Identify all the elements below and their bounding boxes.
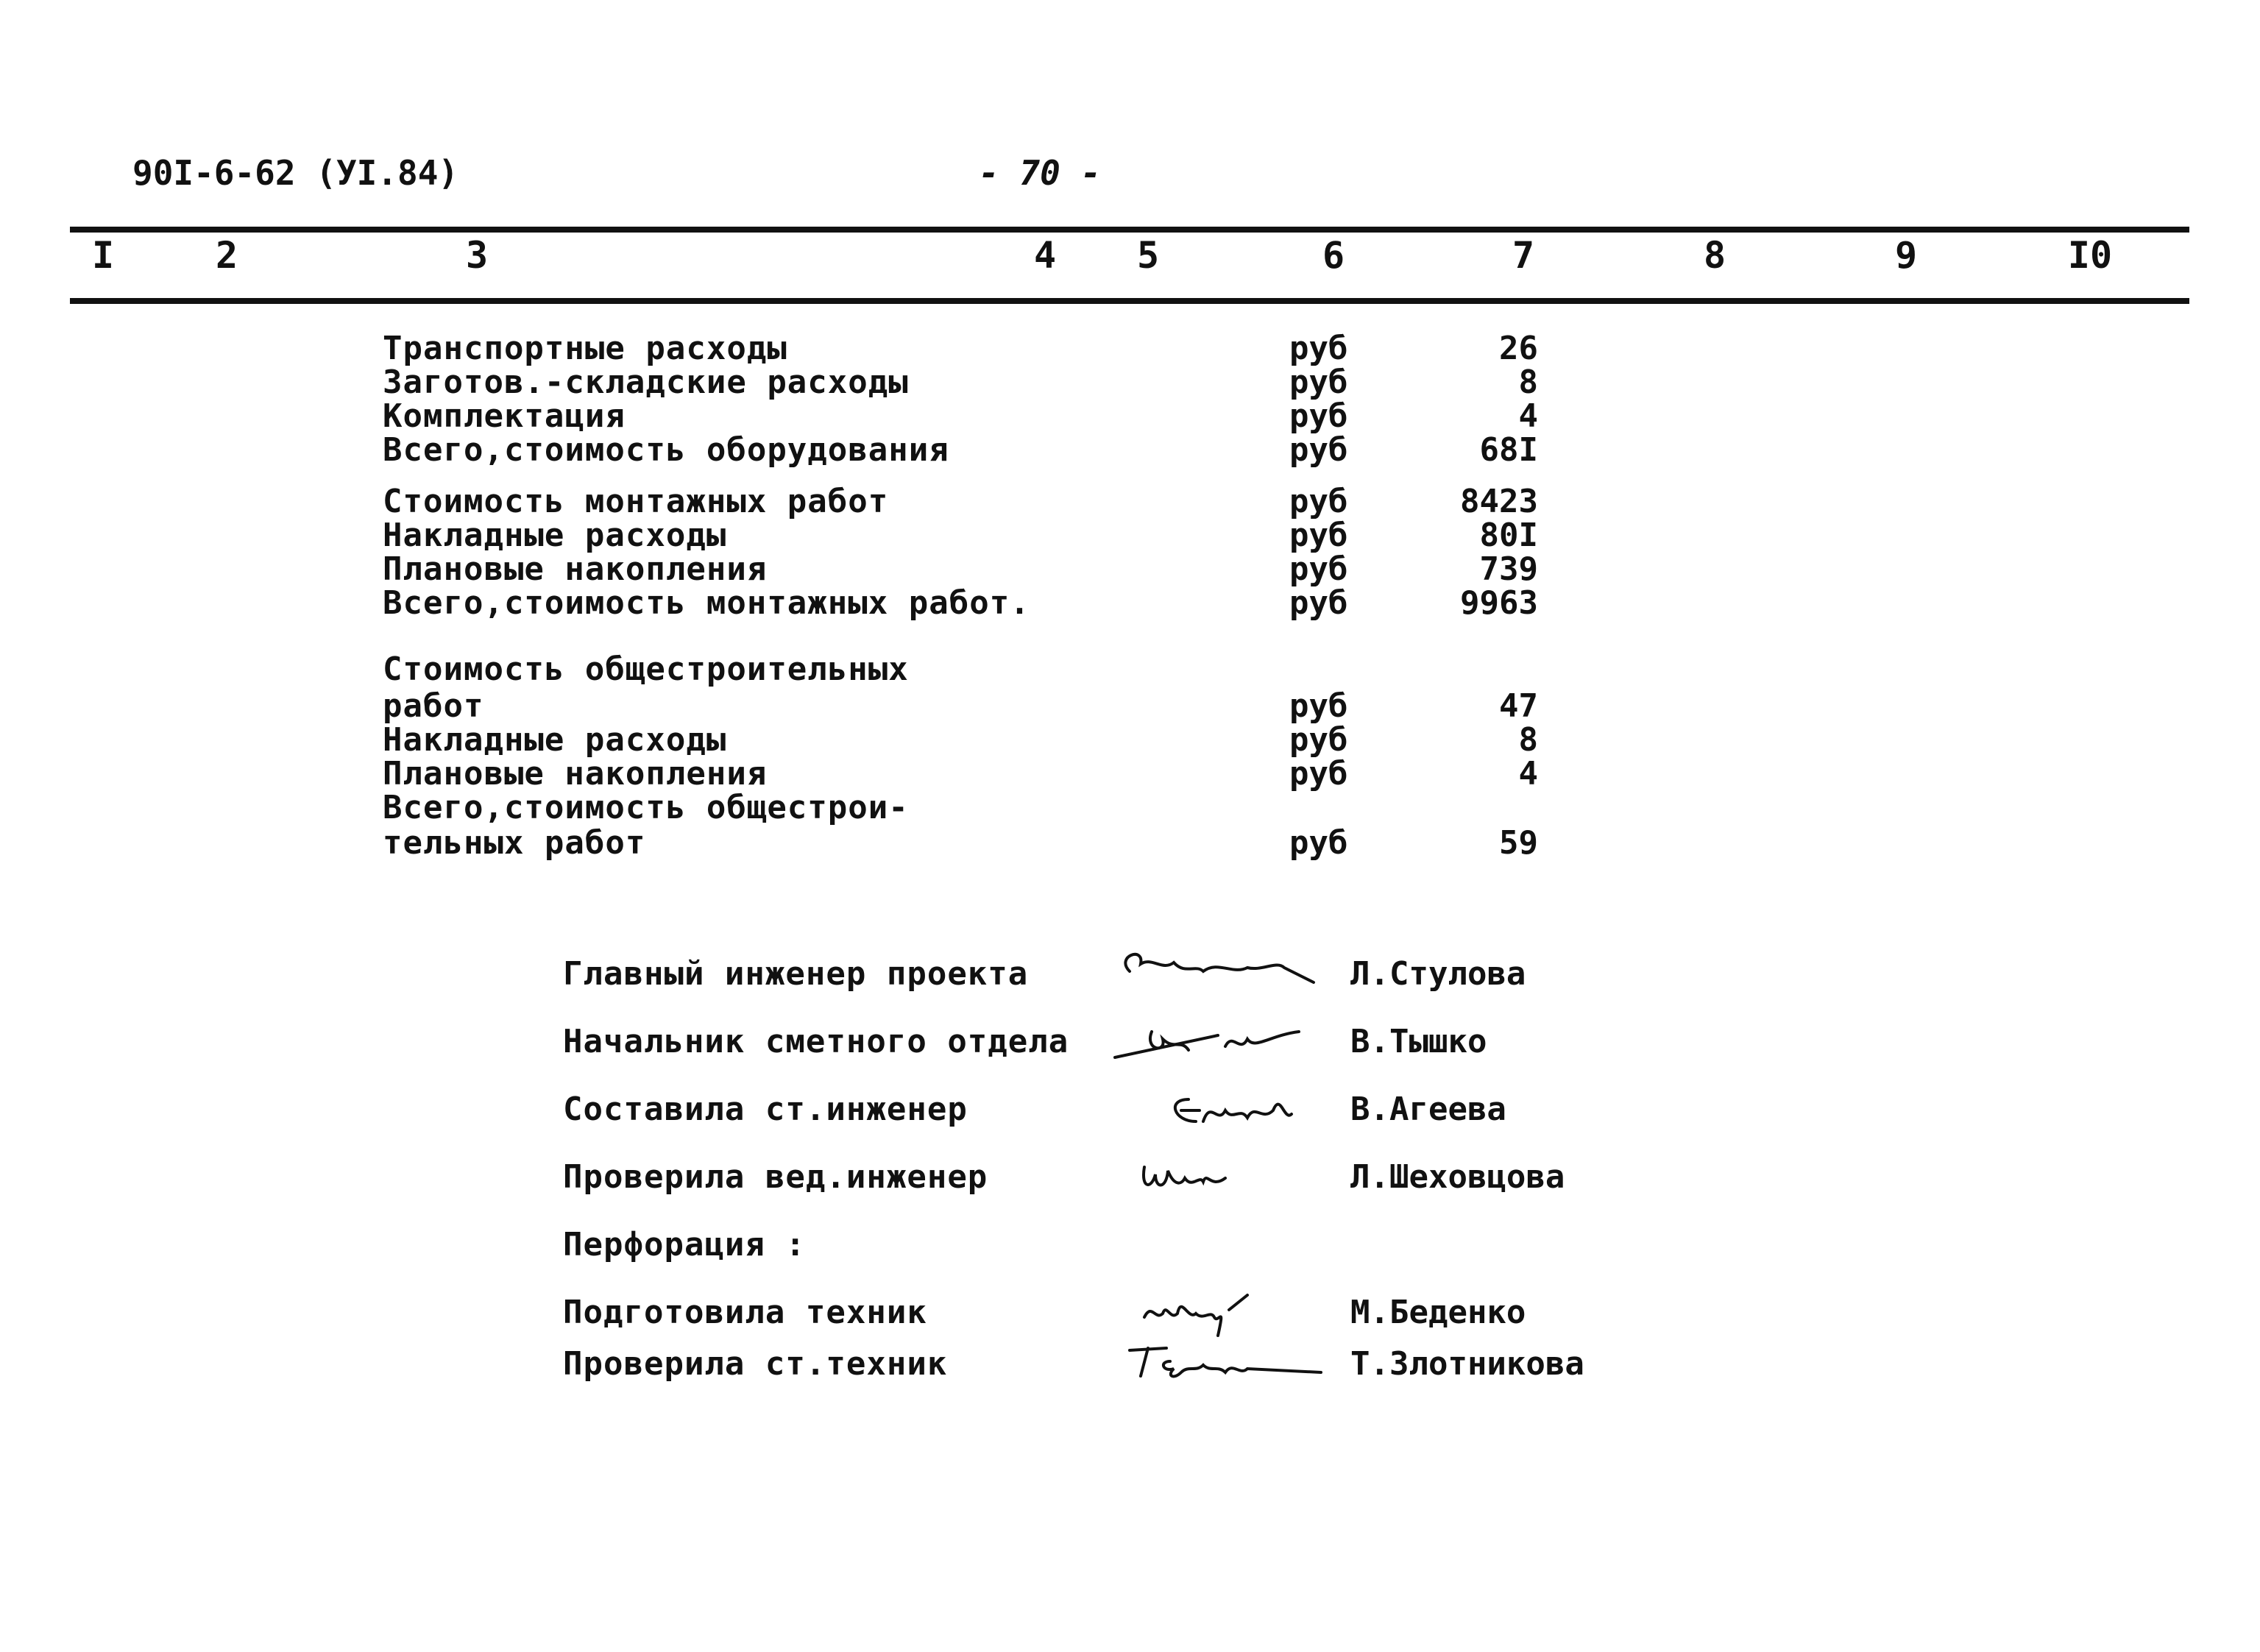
signature-name: М.Беденко xyxy=(1350,1294,1526,1331)
signature-role: Начальник сметного отдела xyxy=(563,1023,1069,1060)
column-number-7: 7 xyxy=(1512,234,1535,277)
row-label: Заготов.-складские расходы xyxy=(383,364,909,401)
signature-role: Проверила вед.инженер xyxy=(563,1158,988,1196)
signature-role: Проверила ст.техник xyxy=(563,1345,948,1383)
table-bottom-rule xyxy=(70,298,2189,304)
signature-name: В.Тышко xyxy=(1350,1023,1487,1060)
row-value: 4 xyxy=(1518,397,1538,435)
signature-role: Главный инженер проекта xyxy=(563,955,1029,993)
row-value: 8423 xyxy=(1460,483,1538,520)
signature-role: Перфорация : xyxy=(563,1226,806,1263)
row-unit: руб xyxy=(1289,517,1348,554)
row-unit: руб xyxy=(1289,687,1348,725)
signature-name: Л.Шеховцова xyxy=(1350,1158,1565,1196)
row-unit: руб xyxy=(1289,584,1348,622)
row-label: работ xyxy=(383,687,484,725)
row-unit: руб xyxy=(1289,824,1348,862)
signature-name: Т.Злотникова xyxy=(1350,1345,1584,1383)
column-number-6: 6 xyxy=(1322,234,1345,277)
row-label: Стоимость монтажных работ xyxy=(383,483,889,520)
row-label: Комплектация xyxy=(383,397,626,435)
column-number-2: 2 xyxy=(215,234,238,277)
signature-name: В.Агеева xyxy=(1350,1091,1506,1128)
document-code: 90I-6-62 (УI.84) xyxy=(132,153,459,193)
column-number-9: 9 xyxy=(1894,234,1918,277)
table-top-rule xyxy=(70,227,2189,233)
handwritten-signature xyxy=(1100,1280,1343,1339)
signature-role: Составила ст.инженер xyxy=(563,1091,968,1128)
handwritten-signature xyxy=(1100,942,1343,1001)
row-unit: руб xyxy=(1289,397,1348,435)
row-label: Всего,стоимость оборудования xyxy=(383,431,949,469)
row-label: Всего,стоимость общестрои- xyxy=(383,789,909,826)
column-number-3: 3 xyxy=(465,234,489,277)
row-value: 68I xyxy=(1479,431,1538,469)
page-number: - 70 - xyxy=(979,153,1102,193)
row-unit: руб xyxy=(1289,755,1348,793)
row-label: Накладные расходы xyxy=(383,721,727,759)
column-number-8: 8 xyxy=(1703,234,1726,277)
row-value: 59 xyxy=(1499,824,1538,862)
row-label: Плановые накопления xyxy=(383,550,768,588)
row-value: 8 xyxy=(1518,721,1538,759)
handwritten-signature xyxy=(1100,1145,1343,1204)
row-label: Транспортные расходы xyxy=(383,330,787,367)
row-value: 9963 xyxy=(1460,584,1538,622)
row-value: 739 xyxy=(1479,550,1538,588)
row-label: Всего,стоимость монтажных работ. xyxy=(383,584,1030,622)
row-unit: руб xyxy=(1289,550,1348,588)
row-label: Накладные расходы xyxy=(383,517,727,554)
row-value: 80I xyxy=(1479,517,1538,554)
row-label: тельных работ xyxy=(383,824,646,862)
signature-role: Подготовила техник xyxy=(563,1294,927,1331)
row-value: 8 xyxy=(1518,364,1538,401)
handwritten-signature xyxy=(1100,1077,1343,1136)
row-unit: руб xyxy=(1289,330,1348,367)
handwritten-signature xyxy=(1100,1010,1343,1068)
column-number-1: I xyxy=(91,234,115,277)
column-number-10: I0 xyxy=(2067,234,2113,277)
row-value: 47 xyxy=(1499,687,1538,725)
handwritten-signature xyxy=(1100,1332,1343,1391)
row-label: Стоимость общестроительных xyxy=(383,650,909,688)
row-unit: руб xyxy=(1289,431,1348,469)
row-value: 4 xyxy=(1518,755,1538,793)
row-value: 26 xyxy=(1499,330,1538,367)
column-number-4: 4 xyxy=(1033,234,1057,277)
row-unit: руб xyxy=(1289,721,1348,759)
row-label: Плановые накопления xyxy=(383,755,768,793)
signature-name: Л.Стулова xyxy=(1350,955,1526,993)
row-unit: руб xyxy=(1289,483,1348,520)
row-unit: руб xyxy=(1289,364,1348,401)
column-number-5: 5 xyxy=(1136,234,1160,277)
